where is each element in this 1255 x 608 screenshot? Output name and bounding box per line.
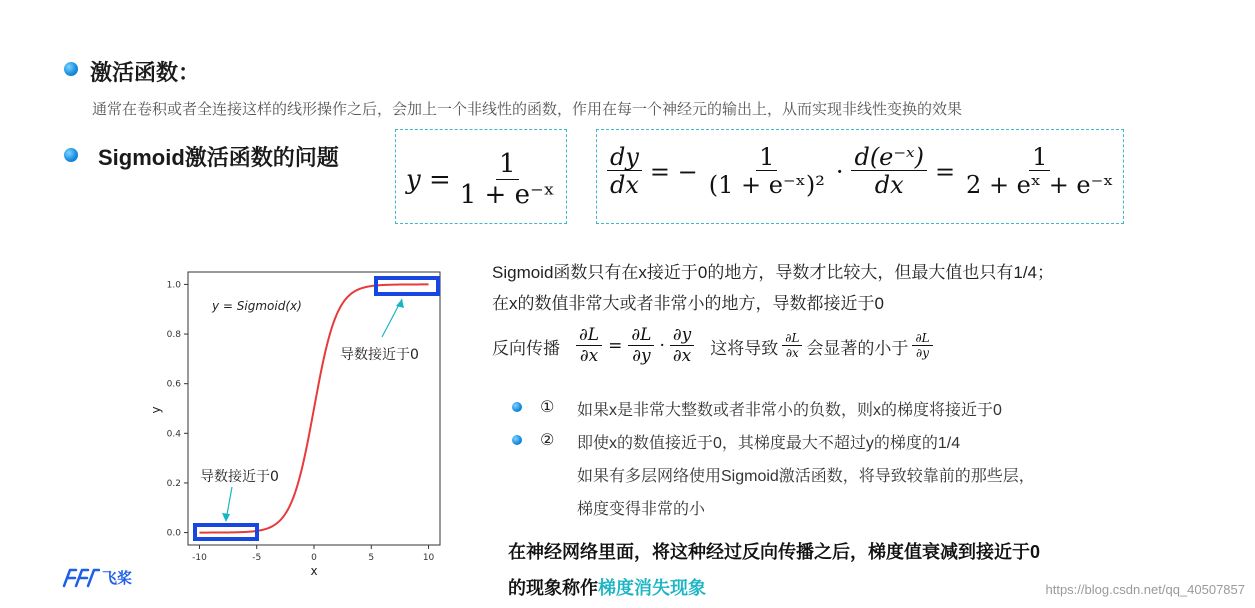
- paddle-logo: [62, 566, 132, 588]
- sigmoid-formula-box: [395, 129, 567, 224]
- vanishing-gradient-term: 梯度消失现象: [598, 578, 706, 598]
- section1-description: 通常在卷积或者全连接这样的线形操作之后，会加上一个非线性的函数，作用在每一个神经元的输出上，从而实现非线性变换的效果: [92, 101, 963, 118]
- bp-den-b: ∂y: [632, 345, 651, 366]
- bp-text1: 这将导致: [710, 338, 779, 358]
- formula2-t2-num: d(e⁻ˣ): [851, 144, 926, 171]
- bullet-icon: [64, 62, 78, 76]
- y-tick-label: 0.0: [166, 528, 181, 539]
- point2-text: 即使x的数值接近于0，其梯度最大不超过y的梯度的1/4: [577, 435, 961, 452]
- conclusion-prefix: 的现象称作: [508, 578, 598, 598]
- point2-continuation-2: 梯度变得非常的小: [577, 501, 706, 518]
- bottom-annotation: 导数接近于0: [200, 469, 279, 485]
- formula2-t1-num: 1: [756, 144, 777, 171]
- formula2-lhs-num: dy: [607, 144, 642, 171]
- formula1-numerator: 1: [496, 150, 519, 180]
- bp-num-a: ∂L: [576, 326, 602, 346]
- bp-text2: 会显著的小于: [806, 338, 909, 358]
- conclusion-line2: [508, 574, 706, 600]
- formula2-t3-num: 1: [1029, 144, 1050, 171]
- point1-marker: ①: [540, 399, 555, 416]
- formula2-eq2: =: [934, 158, 956, 187]
- y-tick-label: 0.4: [166, 429, 181, 440]
- explanation-line1: Sigmoid函数只有在x接近于0的地方，导数才比较大，但最大值也只有1/4；: [492, 263, 1055, 282]
- bp-small-den2: ∂y: [916, 345, 930, 360]
- bp-den-a: ∂x: [579, 345, 599, 366]
- top-annotation: 导数接近于0: [340, 347, 419, 363]
- x-tick-label: -5: [252, 553, 262, 563]
- section2-title: Sigmoid激活函数的问题: [98, 145, 339, 170]
- formula2-t1-den: (1 + e⁻ˣ)²: [708, 171, 825, 200]
- point1-text: 如果x是非常大整数或者非常小的负数，则x的梯度将接近于0: [577, 402, 1002, 419]
- bullet-icon: [512, 435, 522, 445]
- plot-formula-label: y = Sigmoid(x): [212, 299, 302, 313]
- bp-den-c: ∂x: [672, 345, 692, 366]
- y-tick-label: 0.8: [166, 330, 181, 341]
- backprop-row: [492, 326, 933, 366]
- bp-num-c: ∂y: [670, 326, 694, 346]
- x-tick-label: 0: [311, 553, 317, 563]
- section1-title: 激活函数：: [90, 60, 201, 85]
- logo-text: 飞桨: [102, 569, 133, 587]
- bullet-icon: [64, 148, 78, 162]
- bp-num-b: ∂L: [628, 326, 654, 346]
- bp-eq: =: [608, 336, 623, 357]
- formula1-denominator: 1 + e⁻ˣ: [459, 179, 555, 210]
- formula2-dot: ·: [835, 158, 844, 187]
- sigmoid-plot: [140, 262, 460, 582]
- explanation-line2: 在x的数值非常大或者非常小的地方，导数都接近于0: [492, 294, 884, 313]
- point2-continuation-1: 如果有多层网络使用Sigmoid激活函数，将导致较靠前的那些层，: [577, 468, 1035, 485]
- x-tick-label: 10: [422, 553, 435, 563]
- derivative-formula-box: [596, 129, 1124, 224]
- formula1-lhs: y =: [406, 165, 451, 196]
- bp-small-num1: ∂L: [782, 332, 802, 346]
- point2-marker: ②: [540, 432, 555, 449]
- y-tick-label: 0.6: [166, 379, 181, 390]
- formula2-t3-den: 2 + eˣ + e⁻ˣ: [966, 171, 1114, 200]
- paddle-logo-icon: [62, 566, 100, 588]
- x-tick-label: -10: [192, 553, 207, 563]
- y-axis-label: y: [149, 406, 163, 414]
- y-tick-label: 0.2: [166, 478, 181, 489]
- bullet-icon: [512, 402, 522, 412]
- x-tick-label: 5: [368, 553, 375, 563]
- bp-dot: ·: [659, 336, 665, 357]
- y-tick-label: 1.0: [166, 280, 181, 291]
- formula2-t2-den: dx: [874, 171, 904, 200]
- bp-small-den1: ∂x: [785, 345, 799, 360]
- formula2-eq1: = −: [649, 158, 698, 187]
- x-axis-label: x: [310, 564, 318, 578]
- backprop-label: 反向传播: [492, 338, 560, 358]
- bp-small-num2: ∂L: [912, 332, 932, 346]
- formula2-lhs-den: dx: [610, 171, 639, 200]
- conclusion-line1: 在神经网络里面，将这种经过反向传播之后，梯度值衰减到接近于0: [508, 542, 1041, 562]
- watermark: https://blog.csdn.net/qq_40507857: [1045, 582, 1245, 597]
